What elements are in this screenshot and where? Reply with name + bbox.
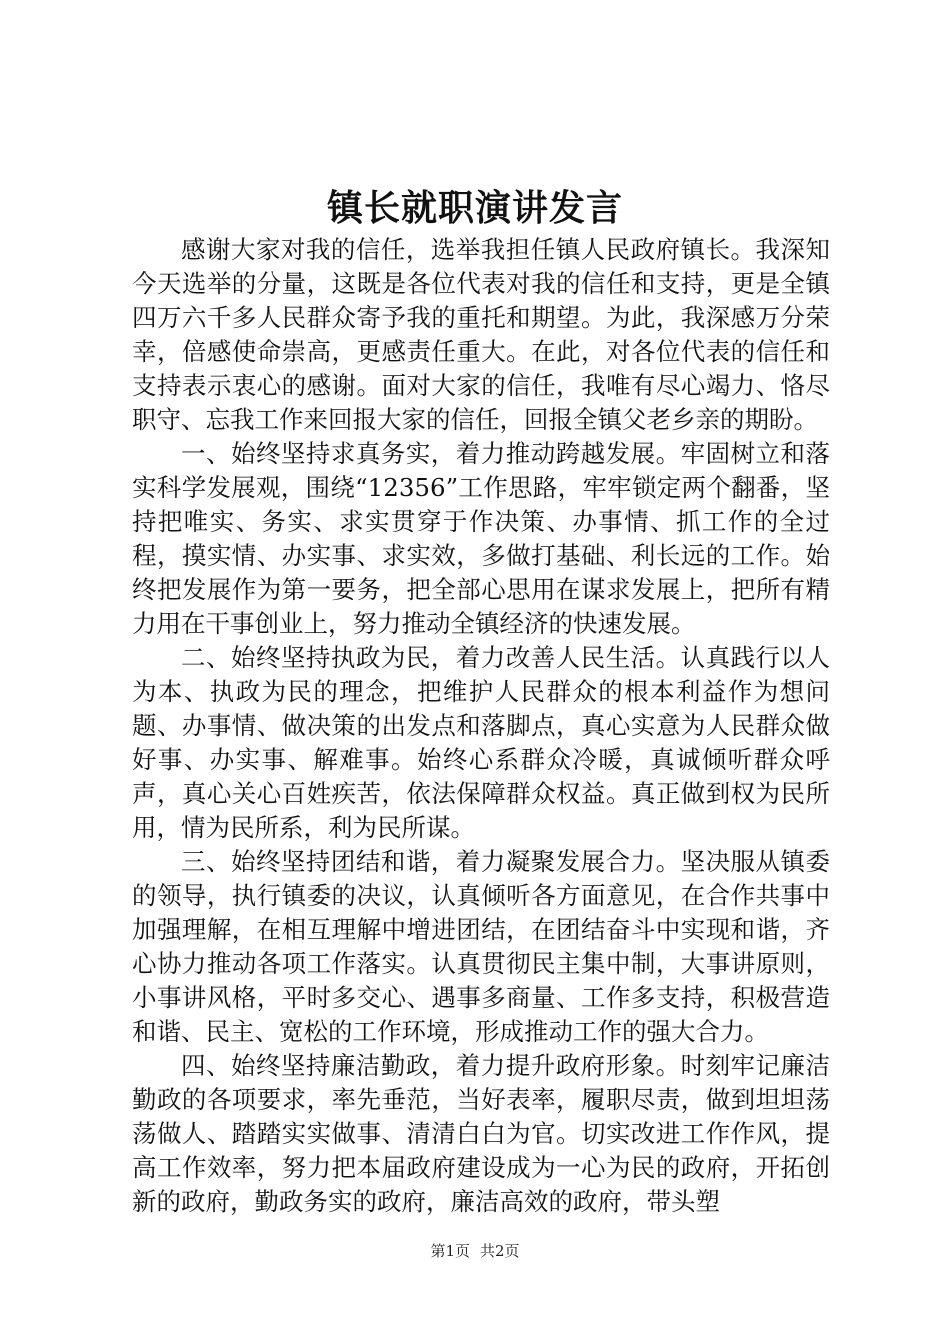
page-number-total: 共2页 bbox=[480, 1242, 520, 1260]
paragraph-section-2: 二、始终坚持执政为民，着力改善人民生活。认真践行以人为本、执政为民的理念，把维护人民群众的根本利益作为想问题、办事情、做决策的出发点和落脚点，真心实意为人民群众做好事、办实事、解难事。始终心系群众冷暖，真诚倾听群众呼声，真心关心百姓疾苦，依法保障群众权益。真正做到权为民所用，情为民所系，利为民所谋。 bbox=[132, 643, 830, 842]
paragraph-intro: 感谢大家对我的信任，选举我担任镇人民政府镇长。我深知今天选举的分量，这既是各位代表对我的信任和支持，更是全镇四万六千多人民群众寄予我的重托和期望。为此，我深感万分荣幸，倍感使命崇高，更感责任重大。在此，对各位代表的信任和支持表示衷心的感谢。面对大家的信任，我唯有尽心竭力、恪尽职守、忘我工作来回报大家的信任，回报全镇父老乡亲的期盼。 bbox=[132, 235, 830, 434]
document-body bbox=[132, 233, 830, 1219]
paragraph-section-1: 一、始终坚持求真务实，着力推动跨越发展。牢固树立和落实科学发展观，围绕“12356”工作思路，牢牢锁定两个翻番，坚持把唯实、务实、求实贯穿于作决策、办事情、抓工作的全过程，摸实情、办实事、求实效，多做打基础、利长远的工作。始终把发展作为第一要务，把全部心思用在谋求发展上，把所有精力用在干事创业上，努力推动全镇经济的快速发展。 bbox=[132, 439, 830, 638]
page-number-current: 第1页 bbox=[430, 1242, 470, 1260]
paragraph-section-4: 四、始终坚持廉洁勤政，着力提升政府形象。时刻牢记廉洁勤政的各项要求，率先垂范，当好表率，履职尽责，做到坦坦荡荡做人、踏踏实实做事、清清白白为官。切实改进工作作风，提高工作效率，努力把本届政府建设成为一心为民的政府，开拓创新的政府，勤政务实的政府，廉洁高效的政府，带头塑 bbox=[132, 1051, 830, 1216]
document-title: 镇长就职演讲发言 bbox=[326, 187, 623, 229]
paragraph-section-3: 三、始终坚持团结和谐，着力凝聚发展合力。坚决服从镇委的领导，执行镇委的决议，认真倾听各方面意见，在合作共事中加强理解，在相互理解中增进团结，在团结奋斗中实现和谐，齐心协力推动各项工作落实。认真贯彻民主集中制，大事讲原则，小事讲风格，平时多交心、遇事多商量、工作多支持，积极营造和谐、民主、宽松的工作环境，形成推动工作的强大合力。 bbox=[132, 847, 830, 1046]
page-footer bbox=[0, 1241, 950, 1261]
